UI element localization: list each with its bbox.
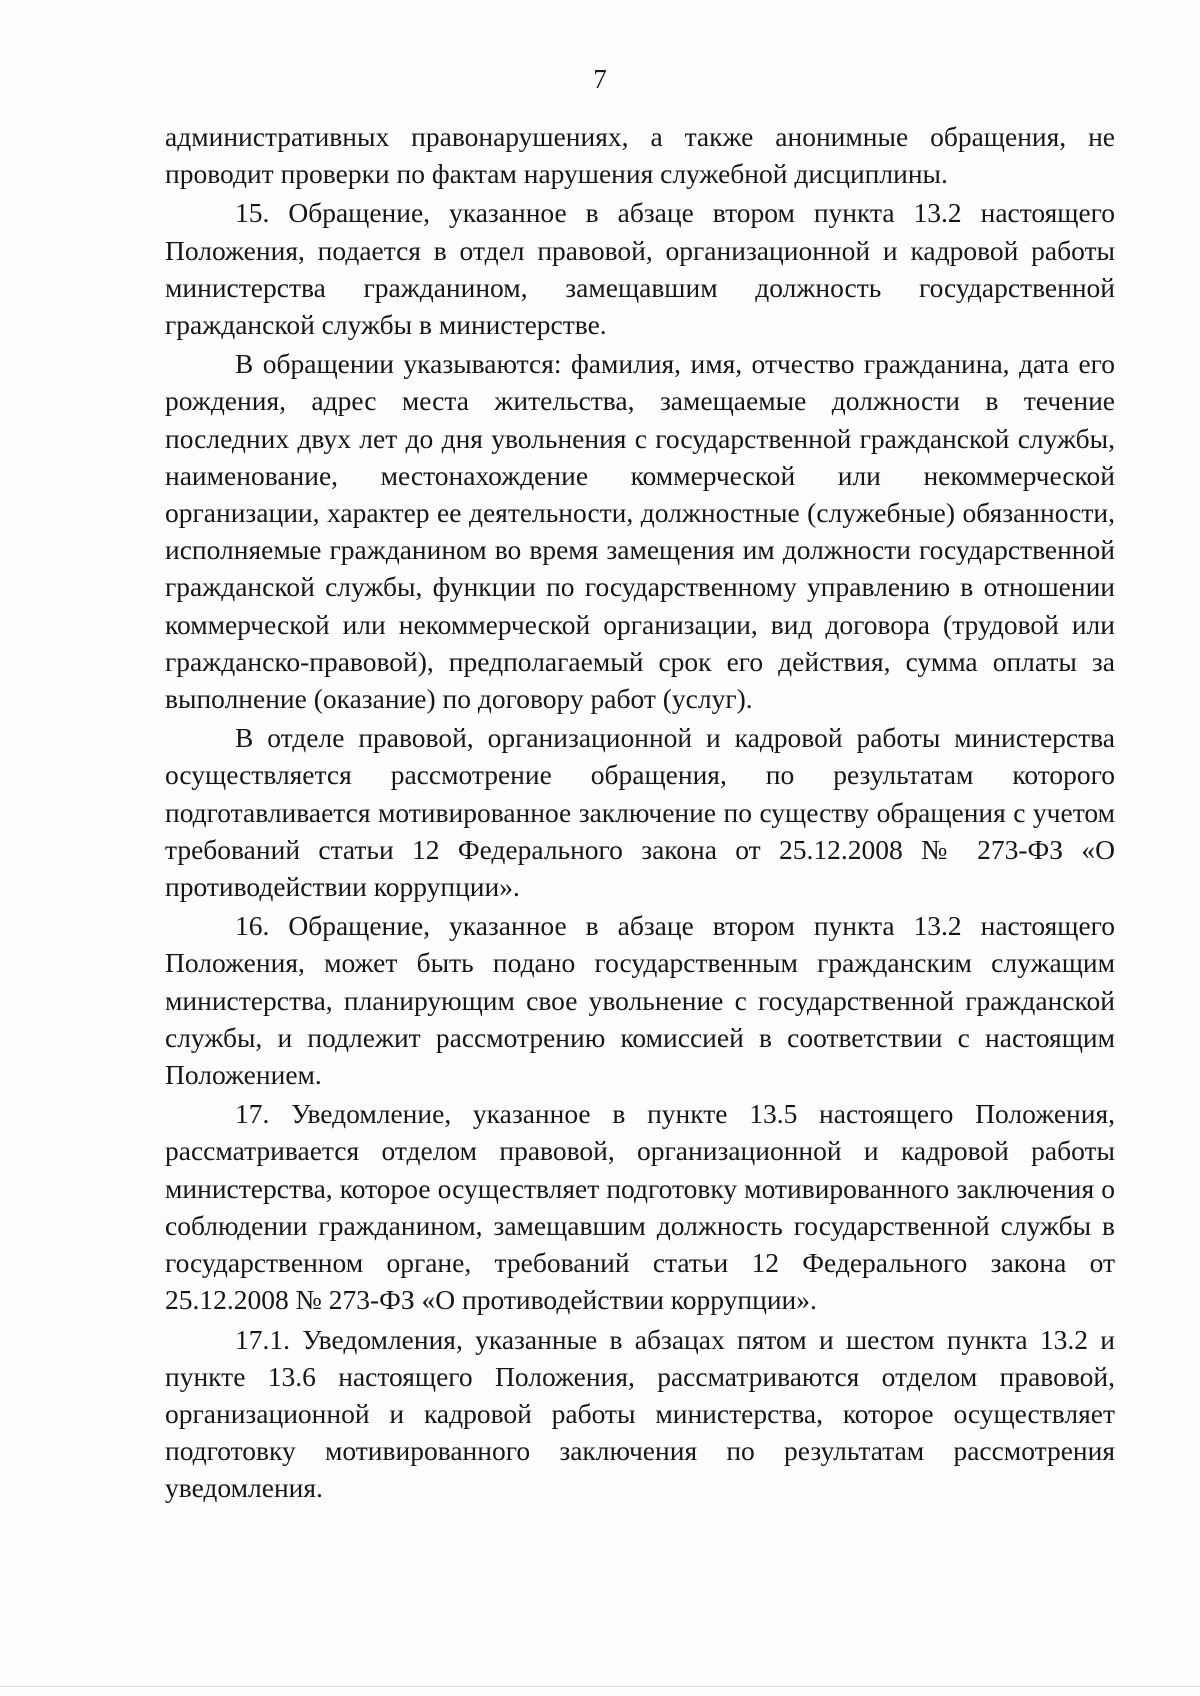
paragraph-appeal-review: В отделе правовой, организационной и кадровой работы министерства осуществляется рассмотрение обращения, по результатам которого подготавливается мотивированное заключение по существу обращения с учетом требований статьи 12 Федерального закона от 25.12.2008 № 273-ФЗ «О противодействии коррупции». (165, 722, 1115, 903)
paragraph-appeal-contents: В обращении указываются: фамилия, имя, отчество гражданина, дата его рождения, адрес места жительства, замещаемые должности в течение последних двух лет до дня увольнения с государственной гражданской службы, наименование, местонахождение коммерческой или некоммерческой организации, характер ее деятельности, должностные (служебные) обязанности, исполняемые гражданином во время замещения им должности государственной гражданской службы, функции по государственному управлению в отношении коммерческой или некоммерческой организации, вид договора (трудовой или гражданско-правовой), предполагаемый срок его действия, сумма оплаты за выполнение (оказание) по договору работ (услуг). (165, 348, 1115, 715)
paragraph-item-15: 15. Обращение, указанное в абзаце втором пункта 13.2 настоящего Положения, подается в отдел правовой, организационной и кадровой работы министерства гражданином, замещавшим должность государственной гражданской службы в министерстве. (165, 197, 1115, 341)
paragraph-item-16: 16. Обращение, указанное в абзаце втором пункта 13.2 настоящего Положения, может быть подано государственным гражданским служащим министерства, планирующим свое увольнение с государственной гражданской службы, и подлежит рассмотрению комиссией в соответствии с настоящим Положением. (165, 910, 1115, 1091)
paragraph-continuation: административных правонарушениях, а также анонимные обращения, не проводит проверки по фактам нарушения служебной дисциплины. (165, 121, 1115, 190)
document-body (165, 118, 1115, 1507)
page-number: 7 (593, 64, 607, 94)
scan-edge-line (0, 1686, 1200, 1687)
paragraph-item-17-1: 17.1. Уведомления, указанные в абзацах пятом и шестом пункта 13.2 и пункте 13.6 настоящего Положения, рассматриваются отделом правовой, организационной и кадровой работы министерства, которое осуществляет подготовку мотивированного заключения по результатам рассмотрения уведомления. (165, 1323, 1115, 1504)
paragraph-item-17: 17. Уведомление, указанное в пункте 13.5 настоящего Положения, рассматривается отделом правовой, организационной и кадровой работы министерства, которое осуществляет подготовку мотивированного заключения о соблюдении гражданином, замещавшим должность государственной службы в государственном органе, требований статьи 12 Федерального закона от 25.12.2008 № 273-ФЗ «О противодействии коррупции». (165, 1098, 1115, 1316)
